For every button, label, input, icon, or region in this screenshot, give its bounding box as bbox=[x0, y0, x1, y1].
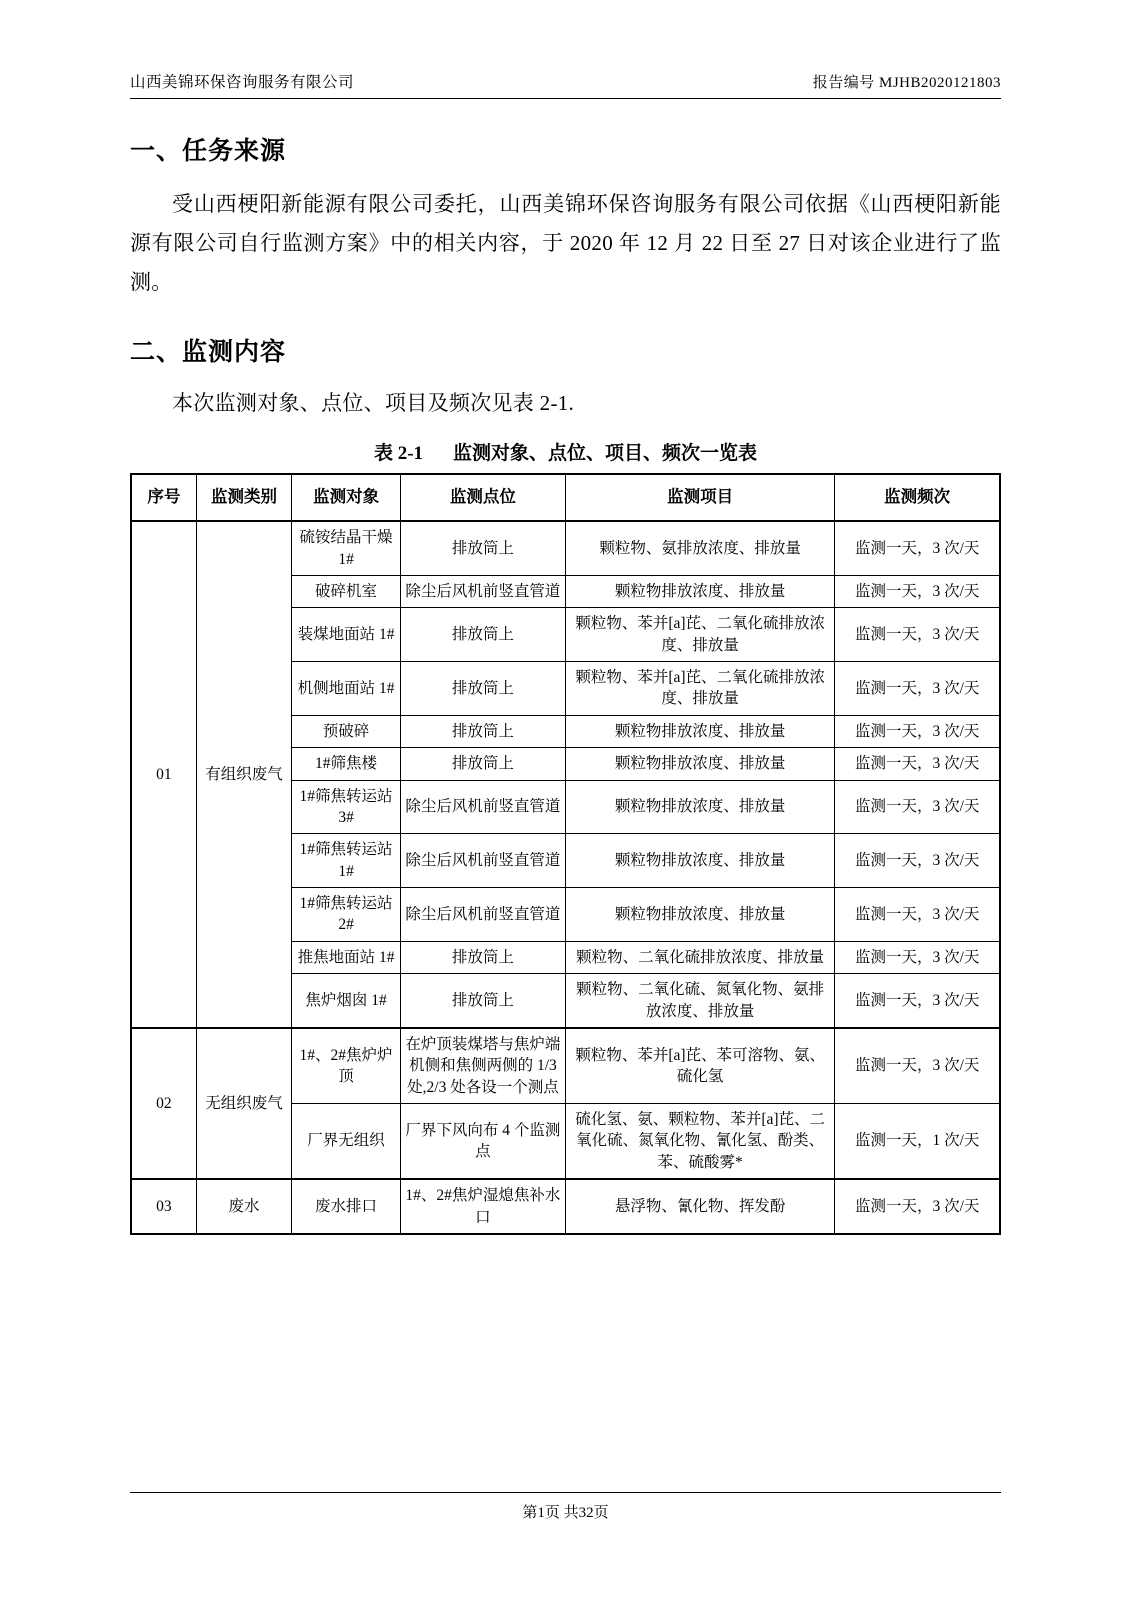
page-number: 第1页 共32页 bbox=[522, 1505, 609, 1521]
section-title-task-source: 一、任务来源 bbox=[130, 138, 287, 165]
cell-point: 1#、2#焦炉湿熄焦补水口 bbox=[400, 1179, 565, 1234]
cell-items: 硫化氢、氨、颗粒物、苯并[a]芘、二氧化硫、氮氧化物、氰化氢、酚类、苯、硫酸雾* bbox=[565, 1104, 834, 1180]
col-header-frequency: 监测频次 bbox=[835, 474, 1000, 521]
cell-frequency: 监测一天，3 次/天 bbox=[835, 1179, 1000, 1234]
cell-object: 推焦地面站 1# bbox=[292, 941, 401, 973]
cell-seq: 01 bbox=[131, 521, 196, 1028]
cell-point: 厂界下风向布 4 个监测点 bbox=[400, 1104, 565, 1180]
cell-object: 废水排口 bbox=[292, 1179, 401, 1234]
cell-point: 在炉顶装煤塔与焦炉端机侧和焦侧两侧的 1/3 处,2/3 处各设一个测点 bbox=[400, 1028, 565, 1104]
cell-point: 排放筒上 bbox=[400, 715, 565, 747]
cell-items: 颗粒物、苯并[a]芘、二氧化硫排放浓度、排放量 bbox=[565, 608, 834, 662]
cell-object: 1#、2#焦炉炉顶 bbox=[292, 1028, 401, 1104]
page-footer bbox=[130, 1492, 1001, 1522]
cell-point: 排放筒上 bbox=[400, 608, 565, 662]
cell-object: 装煤地面站 1# bbox=[292, 608, 401, 662]
monitoring-table bbox=[130, 473, 1001, 1235]
cell-items: 颗粒物排放浓度、排放量 bbox=[565, 715, 834, 747]
cell-items: 颗粒物排放浓度、排放量 bbox=[565, 748, 834, 780]
cell-frequency: 监测一天，3 次/天 bbox=[835, 608, 1000, 662]
cell-point: 除尘后风机前竖直管道 bbox=[400, 575, 565, 607]
cell-items: 颗粒物、苯并[a]芘、苯可溶物、氨、硫化氢 bbox=[565, 1028, 834, 1104]
cell-point: 除尘后风机前竖直管道 bbox=[400, 834, 565, 888]
col-header-items: 监测项目 bbox=[565, 474, 834, 521]
cell-category: 无组织废气 bbox=[196, 1028, 292, 1179]
cell-frequency: 监测一天，3 次/天 bbox=[835, 748, 1000, 780]
col-header-object: 监测对象 bbox=[292, 474, 401, 521]
cell-point: 排放筒上 bbox=[400, 748, 565, 780]
cell-frequency: 监测一天，3 次/天 bbox=[835, 974, 1000, 1028]
cell-point: 排放筒上 bbox=[400, 941, 565, 973]
cell-frequency: 监测一天，3 次/天 bbox=[835, 941, 1000, 973]
cell-items: 颗粒物、氨排放浓度、排放量 bbox=[565, 521, 834, 575]
cell-items: 颗粒物排放浓度、排放量 bbox=[565, 575, 834, 607]
table-caption-number: 表 2-1 bbox=[373, 443, 424, 465]
table-caption-text: 监测对象、点位、项目、频次一览表 bbox=[453, 443, 758, 465]
cell-object: 破碎机室 bbox=[292, 575, 401, 607]
cell-items: 颗粒物、二氧化硫、氮氧化物、氨排放浓度、排放量 bbox=[565, 974, 834, 1028]
col-header-point: 监测点位 bbox=[400, 474, 565, 521]
cell-items: 颗粒物排放浓度、排放量 bbox=[565, 888, 834, 942]
cell-frequency: 监测一天，3 次/天 bbox=[835, 888, 1000, 942]
cell-items: 颗粒物、二氧化硫排放浓度、排放量 bbox=[565, 941, 834, 973]
table-caption bbox=[130, 438, 1001, 465]
cell-items: 颗粒物、苯并[a]芘、二氧化硫排放浓度、排放量 bbox=[565, 662, 834, 716]
cell-object: 1#筛焦楼 bbox=[292, 748, 401, 780]
cell-category: 废水 bbox=[196, 1179, 292, 1234]
cell-object: 焦炉烟囱 1# bbox=[292, 974, 401, 1028]
cell-items: 悬浮物、氰化物、挥发酚 bbox=[565, 1179, 834, 1234]
cell-seq: 03 bbox=[131, 1179, 196, 1234]
cell-frequency: 监测一天，3 次/天 bbox=[835, 780, 1000, 834]
section-body-task-source: 受山西梗阳新能源有限公司委托，山西美锦环保咨询服务有限公司依据《山西梗阳新能源有限公司自行监测方案》中的相关内容，于 2020 年 12 月 22 日至 27 日对该企业进行了监测。 bbox=[130, 192, 1001, 294]
header-company: 山西美锦环保咨询服务有限公司 bbox=[130, 74, 355, 91]
cell-frequency: 监测一天，3 次/天 bbox=[835, 715, 1000, 747]
cell-frequency: 监测一天，1 次/天 bbox=[835, 1104, 1000, 1180]
cell-items: 颗粒物排放浓度、排放量 bbox=[565, 834, 834, 888]
cell-point: 除尘后风机前竖直管道 bbox=[400, 888, 565, 942]
cell-category: 有组织废气 bbox=[196, 521, 292, 1028]
cell-items: 颗粒物排放浓度、排放量 bbox=[565, 780, 834, 834]
table-row bbox=[131, 521, 1000, 575]
cell-object: 1#筛焦转运站 2# bbox=[292, 888, 401, 942]
cell-frequency: 监测一天，3 次/天 bbox=[835, 662, 1000, 716]
cell-frequency: 监测一天，3 次/天 bbox=[835, 521, 1000, 575]
section-body-monitoring-content: 本次监测对象、点位、项目及频次见表 2-1. bbox=[172, 390, 575, 415]
cell-object: 预破碎 bbox=[292, 715, 401, 747]
table-header-row bbox=[131, 474, 1000, 521]
cell-point: 除尘后风机前竖直管道 bbox=[400, 780, 565, 834]
section-title-monitoring-content: 二、监测内容 bbox=[130, 338, 287, 366]
cell-frequency: 监测一天，3 次/天 bbox=[835, 834, 1000, 888]
cell-point: 排放筒上 bbox=[400, 974, 565, 1028]
cell-frequency: 监测一天，3 次/天 bbox=[835, 1028, 1000, 1104]
page-header bbox=[130, 70, 1001, 99]
cell-object: 机侧地面站 1# bbox=[292, 662, 401, 716]
cell-object: 硫铵结晶干燥 1# bbox=[292, 521, 401, 575]
header-report-number: 报告编号 MJHB2020121803 bbox=[812, 75, 1001, 91]
cell-object: 1#筛焦转运站 1# bbox=[292, 834, 401, 888]
table-row bbox=[131, 1179, 1000, 1234]
cell-frequency: 监测一天，3 次/天 bbox=[835, 575, 1000, 607]
col-header-seq: 序号 bbox=[131, 474, 196, 521]
cell-seq: 02 bbox=[131, 1028, 196, 1179]
table-row bbox=[131, 1028, 1000, 1104]
cell-point: 排放筒上 bbox=[400, 521, 565, 575]
cell-point: 排放筒上 bbox=[400, 662, 565, 716]
cell-object: 1#筛焦转运站 3# bbox=[292, 780, 401, 834]
col-header-category: 监测类别 bbox=[196, 474, 292, 521]
cell-object: 厂界无组织 bbox=[292, 1104, 401, 1180]
